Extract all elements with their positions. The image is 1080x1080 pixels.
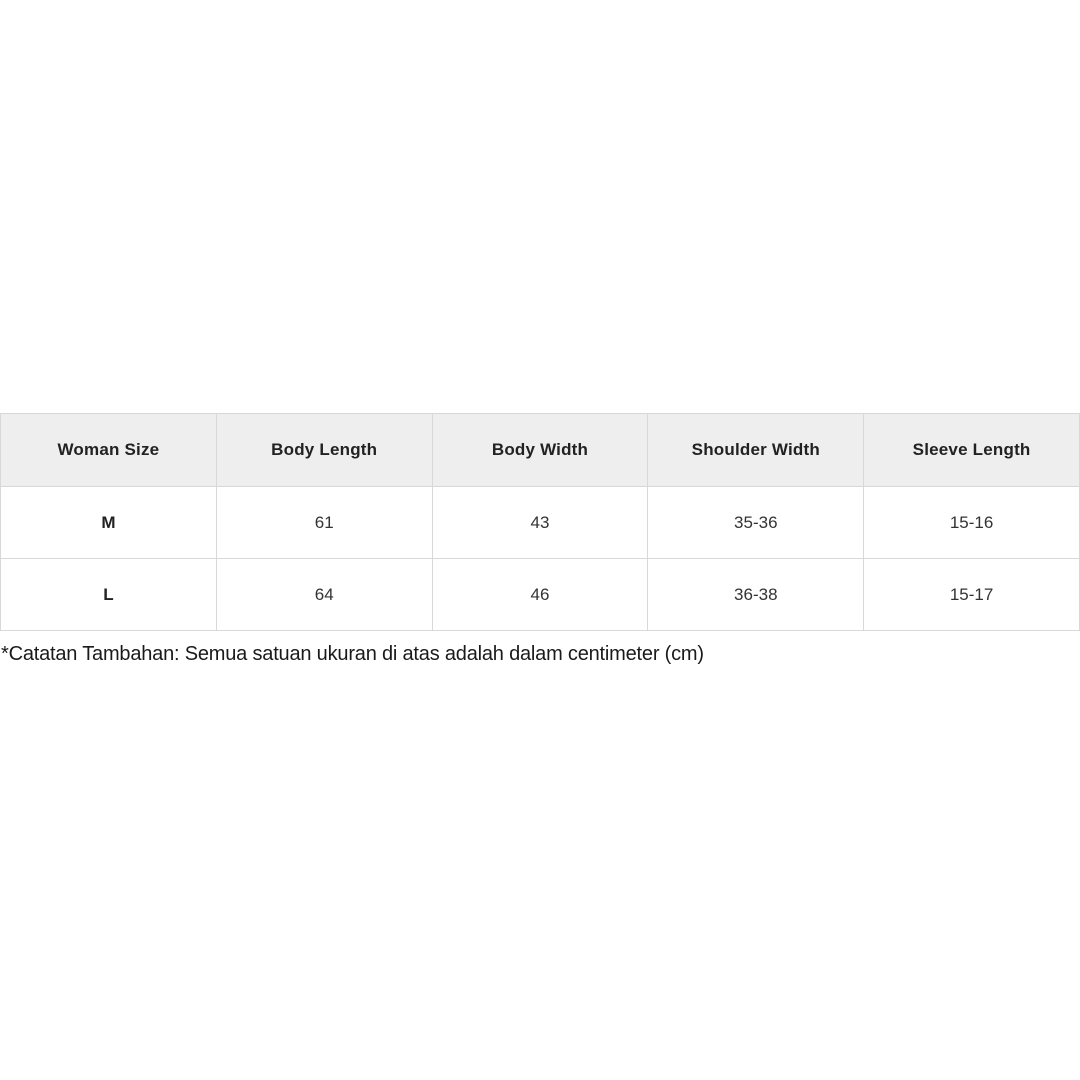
sleeve-length-cell: 15-16	[864, 487, 1080, 559]
column-header-woman-size: Woman Size	[1, 414, 217, 487]
size-chart-table	[0, 413, 1080, 631]
body-length-cell: 64	[216, 559, 432, 631]
column-header-body-length: Body Length	[216, 414, 432, 487]
sleeve-length-cell: 15-17	[864, 559, 1080, 631]
body-length-cell: 61	[216, 487, 432, 559]
size-cell: L	[1, 559, 217, 631]
body-width-cell: 46	[432, 559, 648, 631]
column-header-sleeve-length: Sleeve Length	[864, 414, 1080, 487]
column-header-body-width: Body Width	[432, 414, 648, 487]
measurement-unit-note: *Catatan Tambahan: Semua satuan ukuran di atas adalah dalam centimeter (cm)	[1, 643, 704, 665]
table-row-size-l	[1, 559, 1080, 631]
size-cell: M	[1, 487, 217, 559]
shoulder-width-cell: 36-38	[648, 559, 864, 631]
column-header-shoulder-width: Shoulder Width	[648, 414, 864, 487]
shoulder-width-cell: 35-36	[648, 487, 864, 559]
body-width-cell: 43	[432, 487, 648, 559]
header-row	[1, 414, 1080, 487]
table-row-size-m	[1, 487, 1080, 559]
